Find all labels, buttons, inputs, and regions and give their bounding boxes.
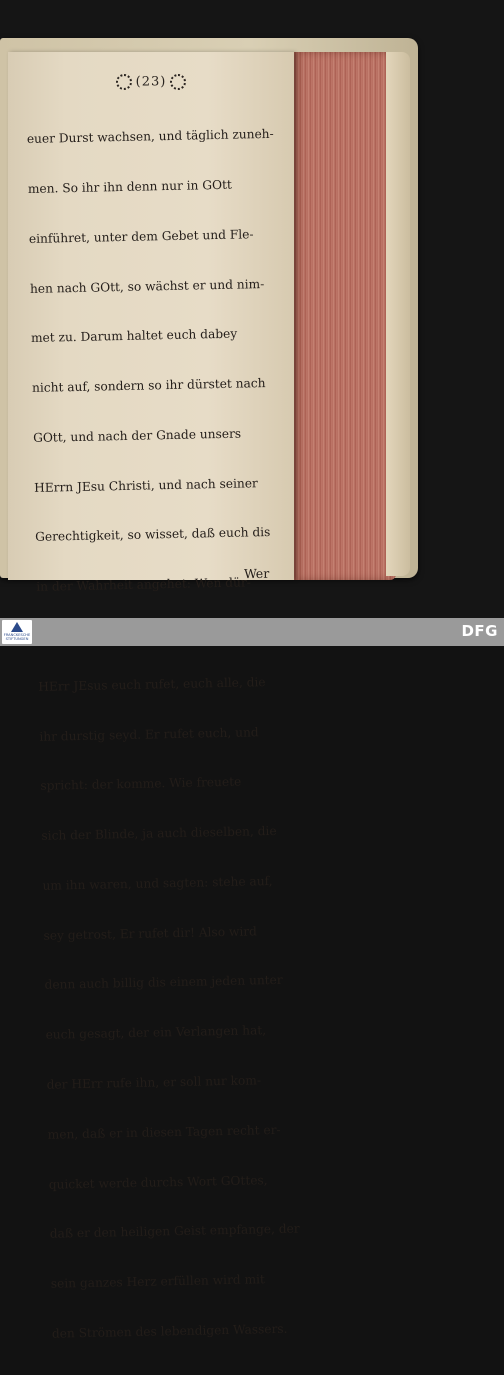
logo-mark-icon bbox=[11, 622, 23, 632]
text-line: in der Wahrheit angehet: Wen dür- bbox=[36, 575, 251, 595]
ornament-icon bbox=[170, 74, 186, 90]
text-line: sich der Blinde, ja auch dieselben, die bbox=[41, 824, 277, 843]
logo-text: FRANCKESCHE STIFTUNGEN bbox=[3, 633, 31, 641]
text-line: men, daß er in diesen Tagen recht er- bbox=[47, 1122, 281, 1142]
dfg-logo[interactable]: DFG bbox=[461, 622, 498, 640]
text-line: HErr JEsus euch rufet, euch alle, die bbox=[38, 674, 266, 694]
text-line: denn auch billig dis einem jeden unter bbox=[44, 973, 283, 993]
institution-logo[interactable] bbox=[2, 620, 32, 644]
page-number: (23) bbox=[135, 74, 167, 90]
ornament-icon bbox=[116, 74, 132, 90]
text-line: ihr durstig seyd. Er rufet euch, und bbox=[39, 724, 259, 744]
text-line: GOtt, und nach der Gnade unsers bbox=[32, 426, 242, 445]
text-line: nicht auf, sondern so ihr dürstet nach bbox=[31, 376, 266, 396]
text-line: der HErr rufe ihn, er soll nur kom- bbox=[46, 1073, 262, 1092]
text-line: met zu. Darum haltet euch dabey bbox=[30, 326, 238, 346]
text-line: einführet, unter dem Gebet und Fle- bbox=[28, 227, 254, 246]
text-line: daß er den heiligen Geist empfange, der bbox=[49, 1221, 300, 1242]
page-block-edge bbox=[292, 52, 396, 580]
text-line: euer Durst wachsen, und täglich zuneh- bbox=[26, 127, 274, 147]
cover-edge bbox=[386, 52, 410, 576]
text-line: hen nach GOtt, so wächst er und nim- bbox=[29, 276, 265, 296]
viewer-footer-bar bbox=[0, 618, 504, 646]
text-line: spricht: der komme. Wie freuete bbox=[40, 774, 242, 794]
text-line: men. So ihr ihn denn nur in GOtt bbox=[27, 177, 232, 196]
page-header bbox=[8, 74, 294, 90]
text-line: HErrn JEsu Christi, und nach seiner bbox=[34, 475, 258, 495]
catchword: Wer bbox=[243, 565, 270, 582]
page-text bbox=[26, 93, 315, 1375]
text-line: sey getrost, Er rufet dir! Also wird bbox=[43, 924, 258, 943]
text-line: quicket werde durchs Wort GOttes, bbox=[48, 1172, 268, 1192]
text-line: den Strömen des lebendigen Wassers. bbox=[51, 1321, 288, 1341]
text-line: euch gesagt, der ein Verlangen hat, bbox=[45, 1023, 267, 1043]
text-line: sein ganzes Herz erfüllen wird mit bbox=[50, 1272, 265, 1291]
text-line: um ihn waren, und sagten: stehe auf, bbox=[42, 873, 273, 893]
text-line: Gerechtigkeit, so wisset, daß euch dis bbox=[35, 525, 271, 545]
